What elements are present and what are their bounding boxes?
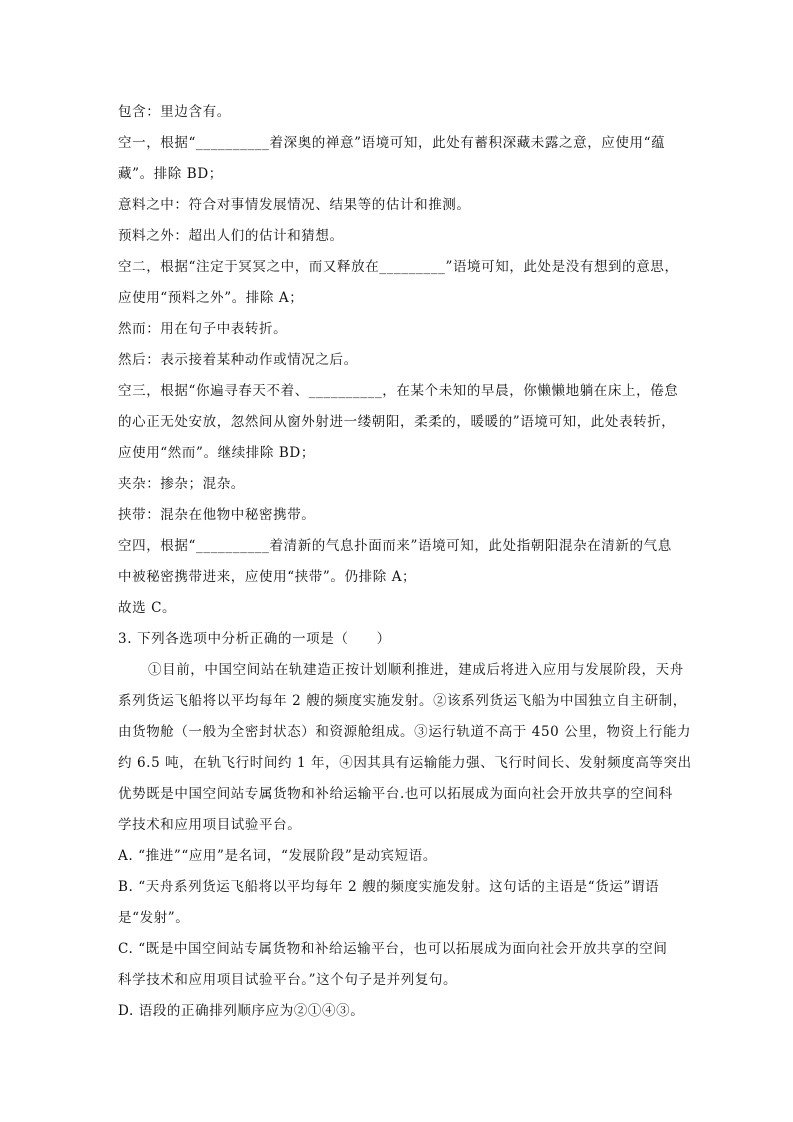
text-line: 空一，根据“__________着深奥的禅意”语境可知，此处有蓄积深藏未露之意，应使用“蕴 (118, 135, 666, 151)
text-line: 空二，根据“注定于冥冥之中，而又释放在_________”语境可知，此处是没有想到的意思， (118, 259, 679, 275)
text-line: 故选 C。 (118, 600, 177, 616)
passage-line: ①目前，中国空间站在轨建造正按计划顺利推进，建成后将进入应用与发展阶段，天舟 (148, 662, 684, 678)
passage-line: 学技术和应用项目试验平台。 (118, 817, 302, 833)
text-line: 应使用“预料之外”。排除 A； (118, 290, 304, 306)
passage-line: 由货物舱（一般为全密封状态）和资源舱组成。③运行轨道不高于 450 公里，物资上行能力 (118, 724, 692, 740)
passage-line: 系列货运飞船将以平均每年 2 艘的频度实施发射。②该系列货运飞船为中国独立自主研制， (118, 693, 687, 709)
passage-line: 约 6.5 吨，在轨飞行时间约 1 年，④因其具有运输能力强、飞行时间长、发射频度高等突出 (118, 755, 692, 771)
text-line: 的心正无处安放，忽然间从窗外射进一缕朝阳，柔柔的，暖暖的”语境可知，此处表转折， (118, 414, 676, 430)
text-line: 然而：用在句子中表转折。 (118, 321, 288, 337)
option-d: D. 语段的正确排列顺序应为②①④③。 (118, 1003, 365, 1019)
text-line: 然后：表示接着某种动作或情况之后。 (118, 352, 358, 368)
text-line: 应使用“然而”。继续排除 BD； (118, 445, 315, 461)
text-line: 包含：里边含有。 (118, 104, 231, 120)
option-a: A. “推进”“应用”是名词，“发展阶段”是动宾短语。 (118, 848, 437, 864)
option-c-cont: 科学技术和应用项目试验平台。”这个句子是并列复句。 (118, 972, 458, 988)
text-line: 空三，根据“你遍寻春天不着、__________，在某个未知的早晨，你懒懒地躺在床上，倦怠 (118, 383, 679, 399)
option-b: B. “天舟系列货运飞船将以平均每年 2 艘的频度实施发射。这句话的主语是“货运”谓语 (118, 879, 660, 895)
text-line: 挟带：混杂在他物中秘密携带。 (118, 507, 316, 523)
option-b-cont: 是“发射”。 (118, 910, 190, 926)
option-c: C. “既是中国空间站专属货物和补给运输平台，也可以拓展成为面向社会开放共享的空间 (118, 941, 668, 957)
passage-line: 优势既是中国空间站专属货物和补给运输平台.也可以拓展成为面向社会开放共享的空间科 (118, 786, 673, 802)
question-title: 3. 下列各选项中分析正确的一项是（ ） (118, 631, 391, 647)
text-line: 中被秘密携带进来，应使用“挟带”。仍排除 A； (118, 569, 417, 585)
text-line: 藏”。排除 BD； (118, 166, 223, 182)
text-line: 预料之外：超出人们的估计和猜想。 (118, 228, 344, 244)
text-line: 夹杂：掺杂；混杂。 (118, 476, 245, 492)
text-line: 空四，根据“__________着清新的气息扑面而来”语境可知，此处指朝阳混杂在清新的气息 (118, 538, 672, 554)
text-line: 意料之中：符合对事情发展情况、结果等的估计和推测。 (118, 197, 471, 213)
